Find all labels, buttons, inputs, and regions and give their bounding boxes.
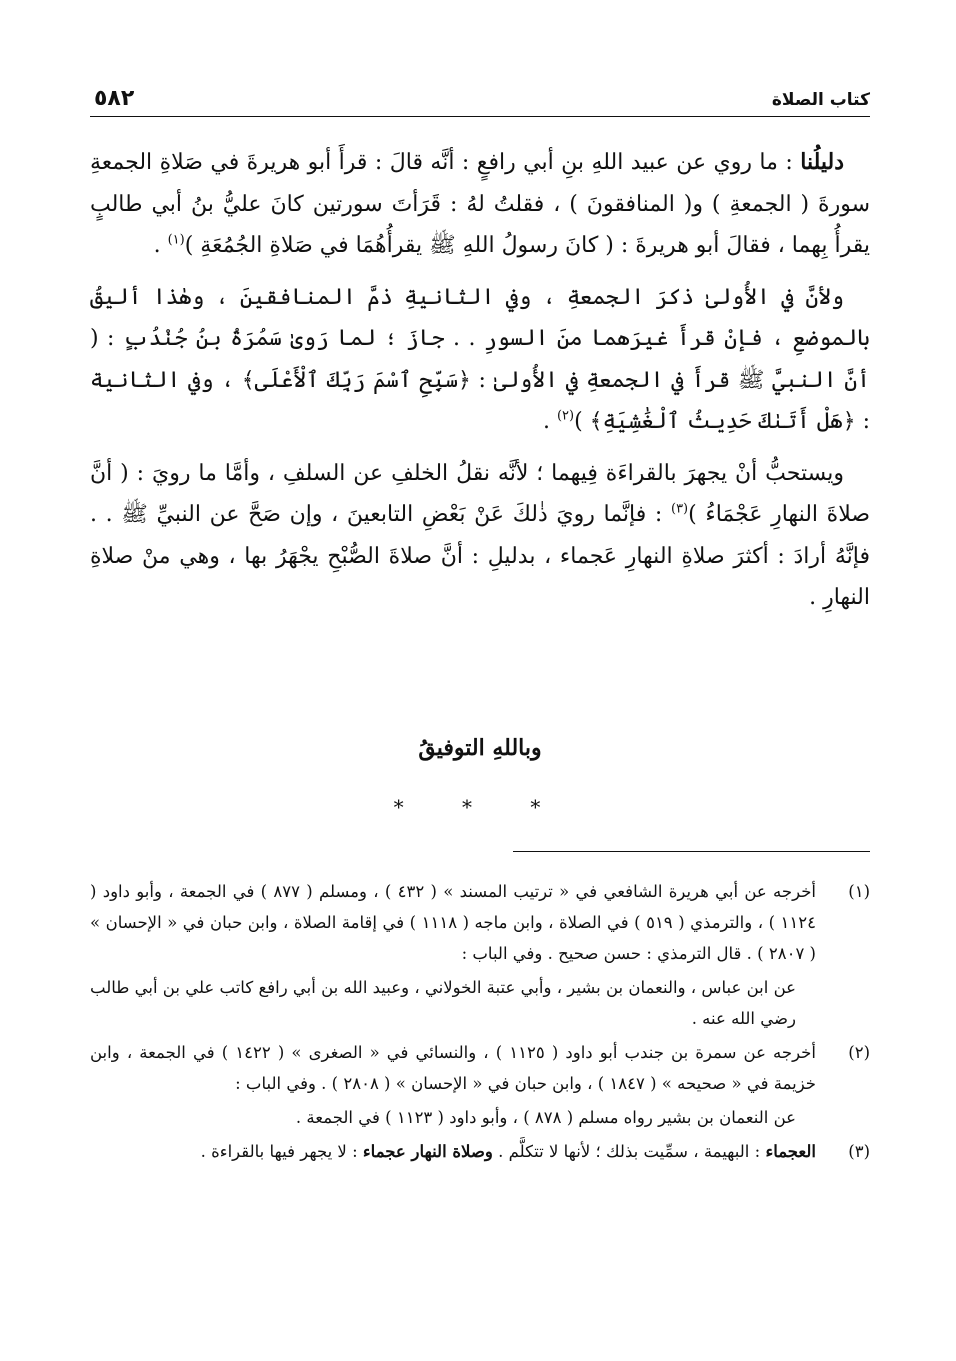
footnote-text: : البهيمة ، سمِّيت بذلك ؛ لأنها لا تتكلَّم . [492, 1142, 766, 1161]
footnote-ref-1: (١) [167, 232, 185, 248]
paragraph-3-text-a: ويستحبُّ أنْ يجهرَ بالقراءَة فِيهما ؛ لأنَّه نقلُ الخلفِ عن السلفِ ، وأمَّا ما رويَ : ( أنَّ صلاةَ النهارِ عَجْمَاءُ ) [90, 460, 870, 527]
footnote-text: أخرجه عن أبي هريرة الشافعي في « ترتيب المسند » ( ٤٣٢ ) ، ومسلم ( ٨٧٧ ) في الجمعة ، وأبو داود ( ١١٢٤ ) ، والترمذي ( ٥١٩ ) في الصلاة ، وابن ماجه ( ١١١٨ ) في إقامة الصلاة ، وابن حبان في « الإحسان » ( ٢٨٠٧ ) . قال الترمذي : حسن صحيح . وفي الباب : [90, 882, 816, 963]
section-separator: * * * [393, 795, 567, 819]
paragraph-3 [90, 453, 870, 619]
paragraph-2 [90, 277, 870, 443]
footnote-2-sub: عن النعمان بن بشير رواه مسلم ( ٨٧٨ ) ، وأبو داود ( ١١٢٣ ) في الجمعة . [295, 1108, 796, 1127]
page-header [90, 86, 870, 117]
paragraph-lead-word: دليلُنا [800, 149, 844, 175]
footnote-2 [90, 1037, 870, 1099]
footnote-rule [513, 851, 870, 852]
footnote-keyword: العجماء [765, 1142, 816, 1161]
footnote-3 [90, 1136, 870, 1167]
paragraph-1-end: . [153, 233, 168, 258]
main-text [90, 142, 870, 619]
footnote-text: أخرجه عن سمرة بن جندب أبو داود ( ١١٢٥ ) ، والنسائي في « الصغرى » ( ١٤٢٢ ) في الجمعة ، وابن خزيمة في « صحيحه » ( ١٨٤٧ ) ، وابن حبان في « الإحسان » ( ٢٨٠٨ ) . وفي الباب : [90, 1043, 816, 1093]
closing-phrase: وباللهِ التوفيقُ [418, 735, 542, 761]
footnote-ref-2: (٢) [556, 408, 575, 424]
footnote-number: (٢) [848, 1043, 870, 1062]
footnote-keyword: وصلاة النهار عجماء [362, 1142, 493, 1161]
paragraph-2-text: ولأنَّ في الأُولىٰ ذكرَ الجمعةِ ، وفي الثانيةِ ذمَّ المنافقينَ ، وهٰذا أليقُ بالموضعِ ، فإنْ قرأَ غيرَهما منَ السورِ . . جازَ ؛ لما رَوىٰ سَمُرَةُ بنُ جُنْدُبٍ : ( أنَّ النبيَّ ﷺ قرأَ في الجمعةِ في الأُولىٰ : ﴿سَبِّحِ ٱسْمَ رَبِّكَ ٱلْأَعْلَى﴾ ، وفي الثانية : ﴿هَلْ أَتَىٰكَ حَدِيثُ ٱلْغَٰشِيَةِ﴾ ) [90, 284, 870, 434]
paragraph-1-text: : ما روي عن عبيد اللهِ بنِ أبي رافعٍ : أنَّه قالَ : قرأَ أبو هريرةَ في صَلاةِ الجمعةِ سورةَ ( الجمعةِ ) و( المنافقونَ ) ، فقلتُ لهُ : قَرَأتَ سورتين كانَ عليُّ بنُ أبي طالبٍ يقرأُ بِهما ، فقالَ أبو هريرةَ : ( كانَ رسولُ اللهِ ﷺ يقرأُهُمَا في صَلاةِ الجُمُعَةِ ) [90, 150, 870, 258]
footnote-1-sub: عن ابن عباس ، والنعمان بن بشير ، وأبي عتبة الخولاني ، وعبيد الله بن أبي رافع كاتب علي بن أبي طالب رضي الله عنه . [90, 978, 796, 1028]
page-number: ٥٨٢ [94, 86, 135, 111]
footnote-number: (٣) [848, 1142, 870, 1161]
footnote-number: (١) [848, 882, 870, 901]
paragraph-3-text-b: : فإنَّما رويَ ذٰلكَ عَنْ بَعْضِ التابعينَ ، وإن صَحَّ عن النبيِّ ﷺ . . فإنَّهُ أرادَ : أكثرَ صلاةِ النهارِ عَجماء ، بدليلِ : أنَّ صلاةَ الصُّبْحِ يجْهَرُ بها ، وهي منْ صلاةِ النهارِ . [90, 502, 870, 610]
footnote-1 [90, 876, 870, 969]
paragraph-2-end: . [542, 409, 557, 434]
footnote-text: : لا يجهر فيها بالقراءة . [200, 1142, 363, 1161]
footnote-ref-3: (٣) [670, 501, 689, 517]
paragraph-1 [90, 142, 870, 267]
book-title: كتاب الصلاة [771, 90, 870, 110]
footnotes [90, 876, 870, 1167]
